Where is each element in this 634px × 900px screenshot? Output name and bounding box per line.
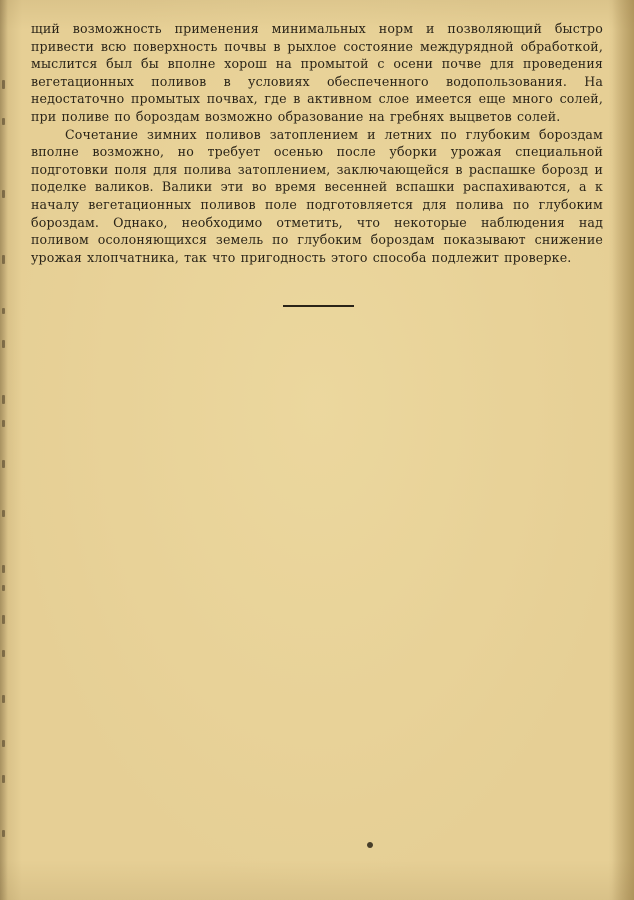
body-text: [31, 20, 603, 266]
page-edge-shadow: [612, 0, 634, 900]
paragraph-1: щий возможность применения минимальных норм и позволяющий быстро привести всю поверхность почвы в рыхлое состояние междурядной обработкой, мыслится был бы вполне хорош на промытой с осени почве для проведения вегетационных поливов в условиях обеспеченного водопользования. На недостаточно промытых почвах, где в активном слое имеется еще много солей, при поливе по бороздам возможно образование на гребнях выцветов солей.: [31, 21, 603, 124]
ink-dot: [367, 842, 373, 848]
section-divider-rule: [283, 305, 354, 307]
left-margin-bleed-marks: [2, 40, 12, 880]
paragraph-2: Сочетание зимних поливов затоплением и летних по глубоким бороздам вполне возможно, но требует осенью после уборки урожая специальной подготовки поля для полива затоплением, заключающейся в распашке борозд и поделке валиков. Валики эти во время весенней вспашки распахиваются, а к началу вегетационных поливов поле подготовляется для полива по глубоким бороздам. Однако, необходимо отметить, что некоторые наблюдения над поливом осолоняющихся земель по глубоким бороздам показывают снижение урожая хлопчатника, так что пригодность этого способа подлежит проверке.: [31, 126, 603, 265]
